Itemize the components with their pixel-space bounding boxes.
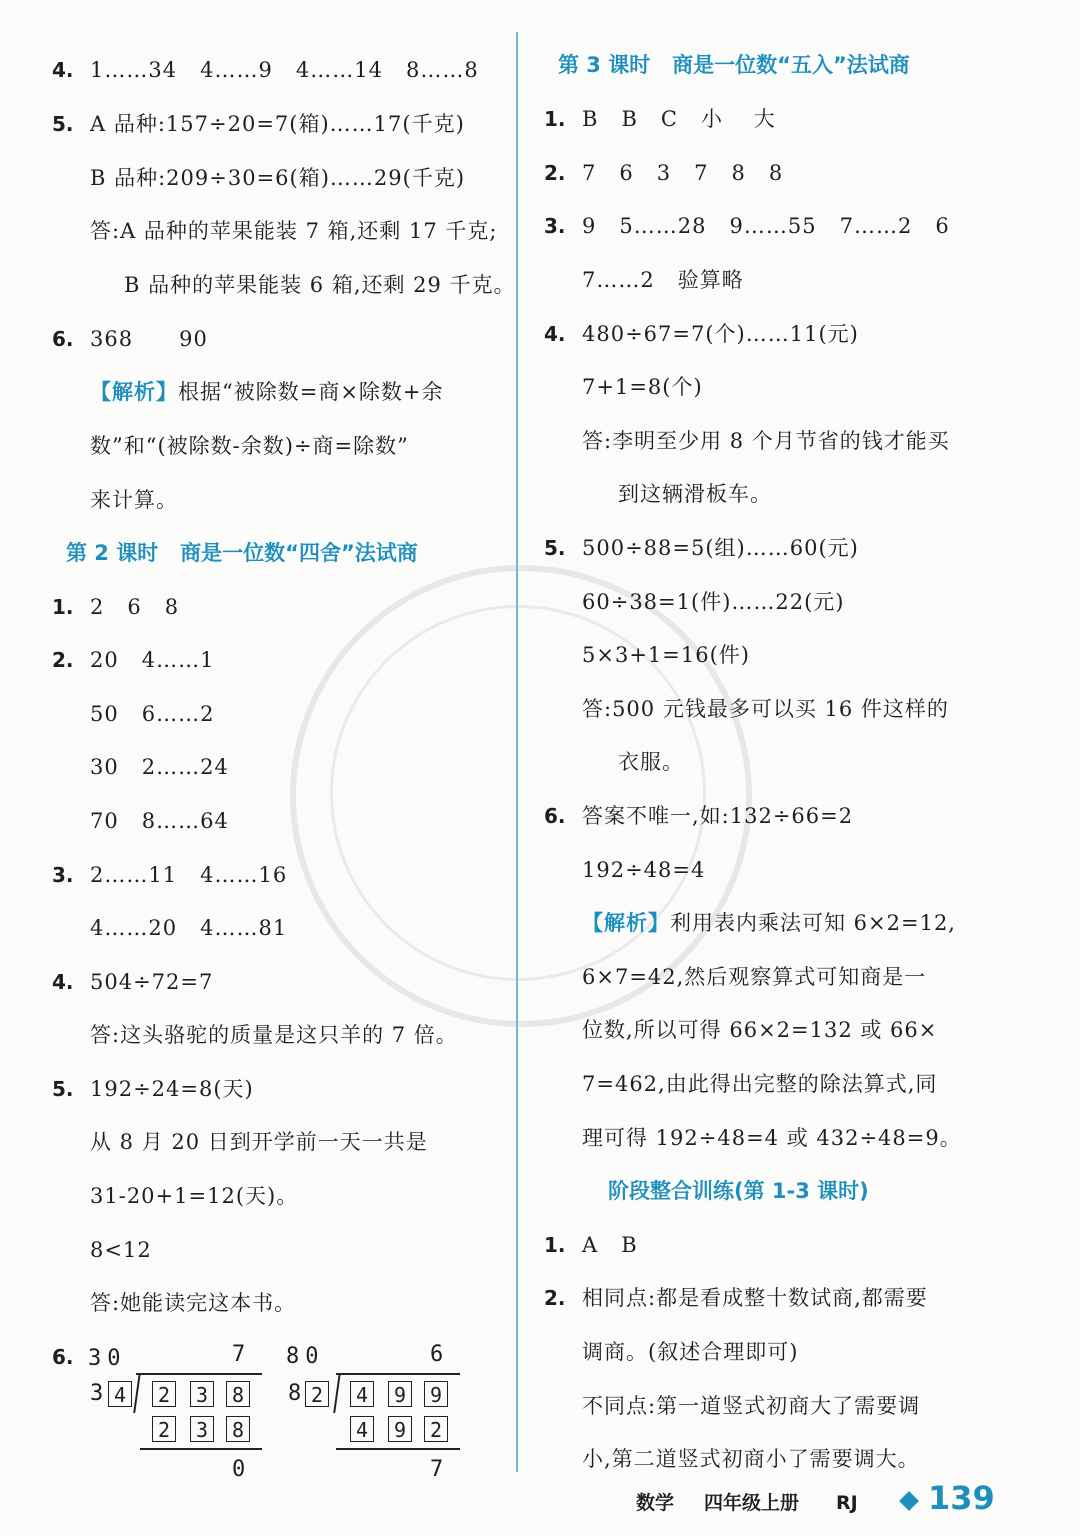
page-number: 139 xyxy=(928,1479,995,1517)
answer-line: 调商。(叙述合理即可) xyxy=(582,1340,799,1364)
quotient-digit: 7 xyxy=(232,1342,246,1367)
analysis-line: 来计算。 xyxy=(90,488,178,512)
dividend-box: 2 xyxy=(152,1381,176,1407)
divisor-digit: 3 xyxy=(90,1381,104,1406)
answer-line: 小,第二道竖式初商小了需要调大。 xyxy=(582,1447,920,1471)
question-number: 1. xyxy=(544,107,566,131)
answer-line: 9 5……28 9……55 7……2 6 xyxy=(582,214,950,238)
product-box: 3 xyxy=(190,1416,214,1442)
analysis-line: 理可得 192÷48=4 或 432÷48=9。 xyxy=(582,1126,962,1150)
product-box: 9 xyxy=(388,1416,412,1442)
question-number: 4. xyxy=(52,970,74,994)
question-number: 1. xyxy=(52,595,74,619)
question-number: 6. xyxy=(52,1345,74,1369)
divisor-digit: 8 xyxy=(288,1381,302,1406)
quotient-hint: 30 xyxy=(88,1346,127,1371)
answer-line: A B xyxy=(582,1233,638,1257)
dividend-box: 8 xyxy=(226,1381,250,1407)
answer-line: 504÷72=7 xyxy=(90,970,214,994)
analysis-line: 位数,所以可得 66×2=132 或 66× xyxy=(582,1018,938,1042)
answer-line: 衣服。 xyxy=(618,750,684,774)
question-number: 5. xyxy=(52,112,74,136)
answer-line: 答案不唯一,如:132÷66=2 xyxy=(582,804,854,828)
question-number: 3. xyxy=(52,863,74,887)
answer-line: 答:她能读完这本书。 xyxy=(90,1291,297,1315)
divisor-box: 4 xyxy=(108,1381,132,1407)
division-bracket xyxy=(333,1373,341,1413)
answer-line: 到这辆滑板车。 xyxy=(618,482,772,506)
answer-line: 7 6 3 7 8 8 xyxy=(582,161,784,185)
section-title: 第 2 课时 商是一位数“四舍”法试商 xyxy=(66,541,418,565)
dividend-box: 4 xyxy=(350,1381,374,1407)
quotient-hint: 80 xyxy=(286,1344,325,1369)
answer-line: 相同点:都是看成整十数试商,都需要 xyxy=(582,1286,928,1310)
product-box: 2 xyxy=(152,1416,176,1442)
answer-line: 答:500 元钱最多可以买 16 件这样的 xyxy=(582,697,949,721)
answer-line: 20 4……1 xyxy=(90,648,215,672)
question-number: 4. xyxy=(544,322,566,346)
answer-line: 2 6 8 xyxy=(90,595,180,619)
answer-line: 从 8 月 20 日到开学前一天一共是 xyxy=(90,1130,428,1154)
answer-line: 192÷48=4 xyxy=(582,858,706,882)
answer-line: 368 90 xyxy=(90,327,208,351)
question-number: 6. xyxy=(544,804,566,828)
dividend-box: 9 xyxy=(388,1381,412,1407)
question-number: 2. xyxy=(544,1286,566,1310)
diamond-icon xyxy=(899,1491,919,1511)
answer-line: 50 6……2 xyxy=(90,702,215,726)
answer-line: 答:这头骆驼的质量是这只羊的 7 倍。 xyxy=(90,1023,458,1047)
dividend-box: 9 xyxy=(424,1381,448,1407)
answer-line: 31-20+1=12(天)。 xyxy=(90,1184,299,1208)
analysis-line: 7=462,由此得出完整的除法算式,同 xyxy=(582,1072,938,1096)
analysis-tag: 【解析】 xyxy=(90,380,178,404)
answer-line: 70 8……64 xyxy=(90,809,229,833)
answer-line: B 品种的苹果能装 6 箱,还剩 29 千克。 xyxy=(124,273,516,297)
answer-line: 7+1=8(个) xyxy=(582,375,703,399)
answer-line: 答:A 品种的苹果能装 7 箱,还剩 17 千克; xyxy=(90,219,498,243)
question-number: 5. xyxy=(544,536,566,560)
analysis-text: 根据“被除数=商×除数+余 xyxy=(178,380,444,404)
dividend-box: 3 xyxy=(190,1381,214,1407)
section-title: 阶段整合训练(第 1-3 课时) xyxy=(608,1179,869,1203)
remainder: 7 xyxy=(430,1457,444,1482)
divisor-box: 2 xyxy=(305,1381,329,1407)
analysis-line xyxy=(582,909,956,937)
subtraction-line xyxy=(336,1448,460,1450)
question-number: 2. xyxy=(52,648,74,672)
question-number: 1. xyxy=(544,1233,566,1257)
product-box: 4 xyxy=(350,1416,374,1442)
answer-line: 192÷24=8(天) xyxy=(90,1077,254,1101)
division-bar xyxy=(136,1373,262,1375)
answer-line: A 品种:157÷20=7(箱)……17(千克) xyxy=(90,112,465,136)
answer-line: B B C 小 大 xyxy=(582,107,776,131)
answer-line: 500÷88=5(组)……60(元) xyxy=(582,536,859,560)
analysis-line: 6×7=42,然后观察算式可知商是一 xyxy=(582,965,927,989)
question-number: 4. xyxy=(52,58,74,82)
quotient-digit: 6 xyxy=(430,1342,444,1367)
analysis-text: 利用表内乘法可知 6×2=12, xyxy=(670,911,956,935)
answer-line: B 品种:209÷30=6(箱)……29(千克) xyxy=(90,166,466,190)
answer-line: 答:李明至少用 8 个月节省的钱才能买 xyxy=(582,429,950,453)
answer-line: 8<12 xyxy=(90,1238,152,1262)
question-number: 3. xyxy=(544,214,566,238)
division-bracket xyxy=(133,1373,141,1413)
product-box: 8 xyxy=(226,1416,250,1442)
answer-line: 不同点:第一道竖式初商大了需要调 xyxy=(582,1394,921,1418)
remainder: 0 xyxy=(232,1457,246,1482)
footer-grade: 四年级上册 xyxy=(704,1492,800,1514)
question-number: 2. xyxy=(544,161,566,185)
analysis-tag: 【解析】 xyxy=(582,911,670,935)
answer-line: 5×3+1=16(件) xyxy=(582,643,750,667)
subtraction-line xyxy=(140,1448,262,1450)
section-title: 第 3 课时 商是一位数“五入”法试商 xyxy=(558,53,910,77)
answer-line: 4……20 4……81 xyxy=(90,916,288,940)
answer-line: 60÷38=1(件)……22(元) xyxy=(582,590,845,614)
analysis-line: 数”和“(被除数-余数)÷商=除数” xyxy=(90,434,409,458)
product-box: 2 xyxy=(424,1416,448,1442)
answer-line: 7……2 验算略 xyxy=(582,268,744,292)
footer-subject: 数学 xyxy=(636,1492,675,1514)
question-number: 6. xyxy=(52,327,74,351)
column-divider xyxy=(516,32,518,1472)
division-bar xyxy=(336,1373,460,1375)
analysis-line xyxy=(90,378,444,406)
answer-line: 1……34 4……9 4……14 8……8 xyxy=(90,58,479,82)
question-number: 5. xyxy=(52,1077,74,1101)
answer-line: 2……11 4……16 xyxy=(90,863,288,887)
footer-edition: RJ xyxy=(836,1492,858,1514)
answer-line: 30 2……24 xyxy=(90,755,229,779)
answer-line: 480÷67=7(个)……11(元) xyxy=(582,322,859,346)
